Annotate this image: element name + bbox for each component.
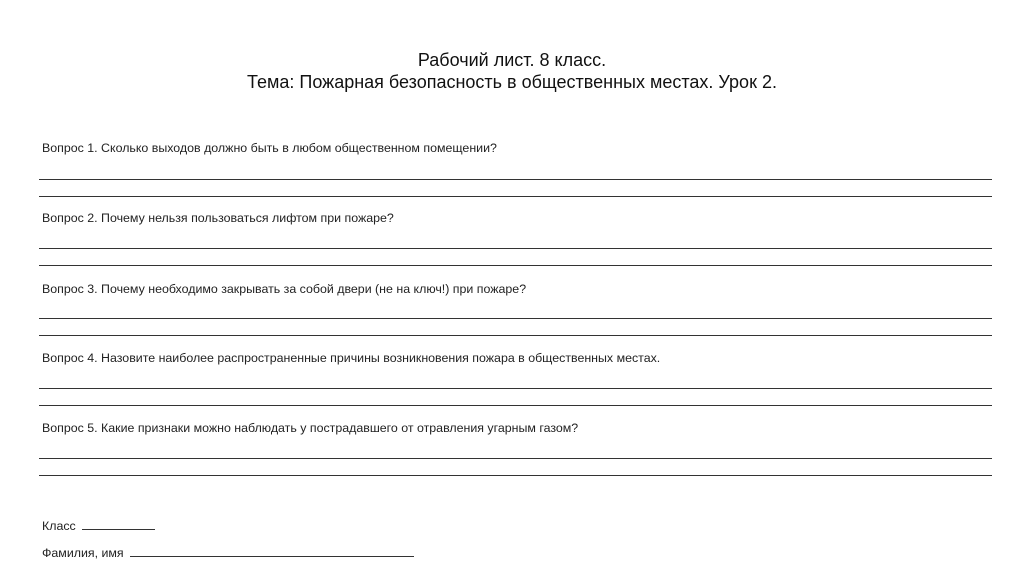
name-row [42,545,414,561]
answer-line-2a[interactable] [39,248,992,249]
name-label: Фамилия, имя [42,546,124,560]
answer-line-1b[interactable] [39,196,992,197]
worksheet-title: Рабочий лист. 8 класс. [417,50,607,70]
answer-line-1a[interactable] [39,179,992,180]
class-field[interactable] [82,518,155,530]
answer-line-4a[interactable] [39,388,992,389]
class-row [42,518,155,534]
answer-line-5b[interactable] [39,475,992,476]
question-1: Вопрос 1. Сколько выходов должно быть в любом общественном помещении? [42,141,497,155]
class-label: Класс [42,519,76,533]
answer-line-3a[interactable] [39,318,992,319]
question-5: Вопрос 5. Какие признаки можно наблюдать у пострадавшего от отравления угарным газом? [42,421,579,435]
question-3: Вопрос 3. Почему необходимо закрывать за собой двери (не на ключ!) при пожаре? [42,282,527,296]
answer-line-5a[interactable] [39,458,992,459]
answer-line-2b[interactable] [39,265,992,266]
answer-line-4b[interactable] [39,405,992,406]
name-field[interactable] [130,545,414,557]
worksheet-topic: Тема: Пожарная безопасность в общественных местах. Урок 2. [247,72,777,92]
question-2: Вопрос 2. Почему нельзя пользоваться лифтом при пожаре? [42,211,394,225]
answer-line-3b[interactable] [39,335,992,336]
question-4: Вопрос 4. Назовите наиболее распространенные причины возникновения пожара в общественных местах. [42,351,661,365]
